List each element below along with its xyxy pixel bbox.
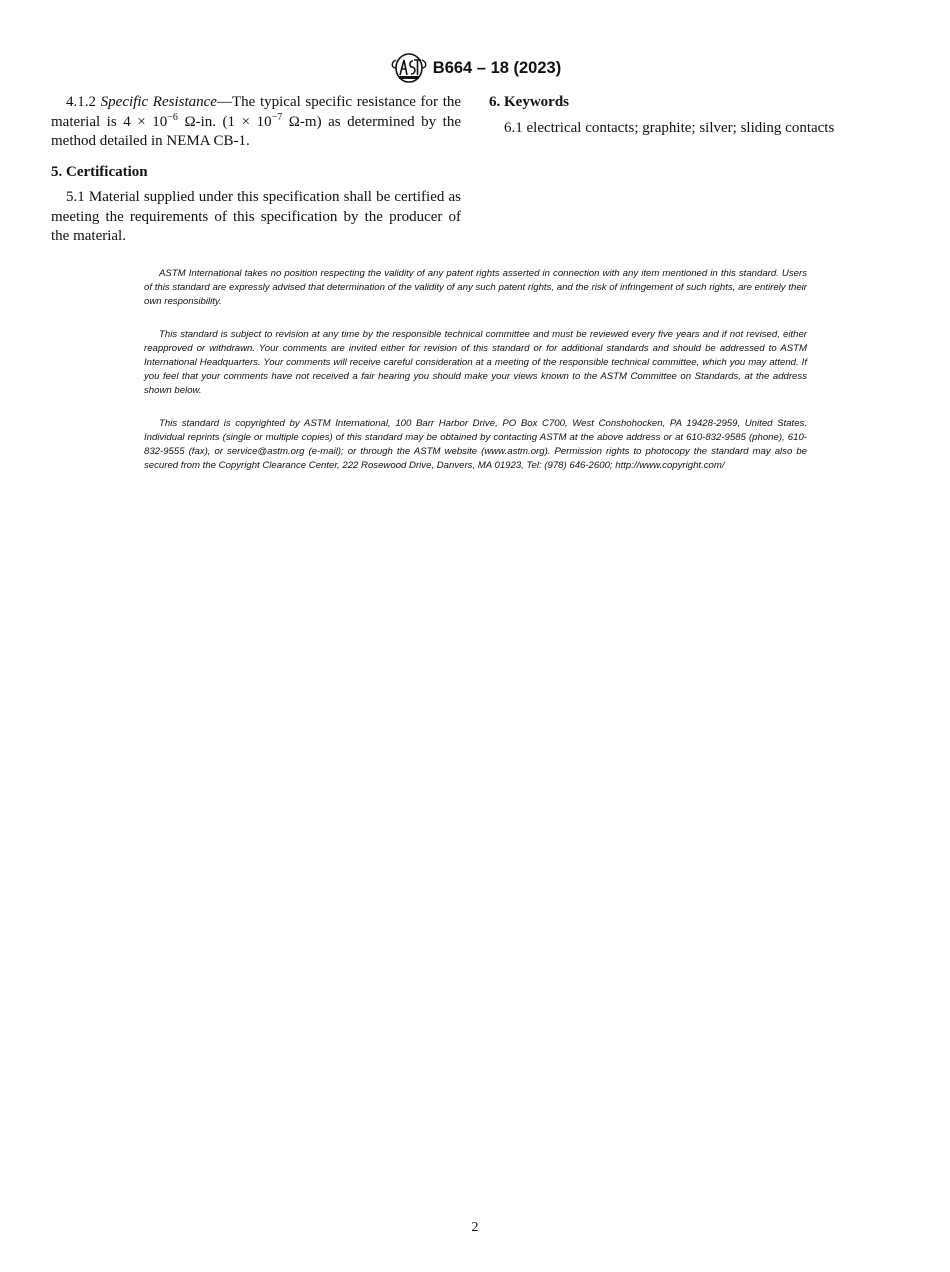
clause-number: 4.1.2 (66, 94, 96, 110)
em-dash: — (216, 94, 232, 110)
section-heading-keywords: 6. Keywords (489, 94, 569, 110)
patent-notice: ASTM International takes no position respecting the validity of any patent rights asserted in connection with any item mentioned in this standard. Users of this standard are expressly advised that determination of the validity of any such patent rights, and the risk of infringement of such rights, are entirely their own responsibility. (144, 268, 807, 307)
revision-notice: This standard is subject to revision at any time by the responsible technical committee and must be reviewed every five years and if not revised, either reapproved or withdrawn. Your comments are invited either for revision of this standard or for additional standards and should be addressed to ASTM International Headquarters. Your comments will receive careful consideration at a meeting of the responsible technical committee, which you may attend. If you feel that your comments have not received a fair hearing you should make your views known to the ASTM Committee on Standards, at the address shown below. (144, 329, 807, 396)
exponent: −6 (167, 111, 178, 123)
document-designation: B664 – 18 (2023) (432, 58, 562, 77)
page-header (0, 52, 950, 84)
paragraph-4-1-2 (51, 93, 461, 152)
text-segment: Ω-in. (1 × 10 (177, 113, 272, 130)
left-column (51, 93, 461, 247)
right-column (489, 93, 889, 138)
exponent: −7 (271, 111, 283, 123)
text-segment: Ω-m) as determined by the method detailed in NEMA CB-1. (51, 113, 462, 149)
term: Specific Resistance (100, 94, 217, 110)
paragraph-5-1: 5.1 Material supplied under this specification shall be certified as meeting the requirements of this specification by the producer of the material. (51, 189, 461, 244)
section-heading-certification: 5. Certification (51, 163, 148, 180)
page-number: 2 (471, 1220, 479, 1235)
copyright-notice: This standard is copyrighted by ASTM International, 100 Barr Harbor Drive, PO Box C700, West Conshohocken, PA 19428-2959, United States. Individual reprints (single or multiple copies) of this standard may be obtained by contacting ASTM at the above address or at 610-832-9585 (phone), 610-832-9555 (fax), or service@astm.org (e-mail); or through the ASTM website (www.astm.org). Permission rights to photocopy the standard may also be secured from the Copyright Clearance Center, 222 Rosewood Drive, Danvers, MA 01923, Tel: (978) 646-2600; http://www.copyright.com/ (144, 418, 807, 471)
astm-logo-icon (389, 52, 429, 84)
text-segment: The typical specific resistance for the material is 4 × 10 (51, 94, 462, 130)
paragraph-6-1: 6.1 electrical contacts; graphite; silver; sliding contacts (504, 119, 835, 136)
